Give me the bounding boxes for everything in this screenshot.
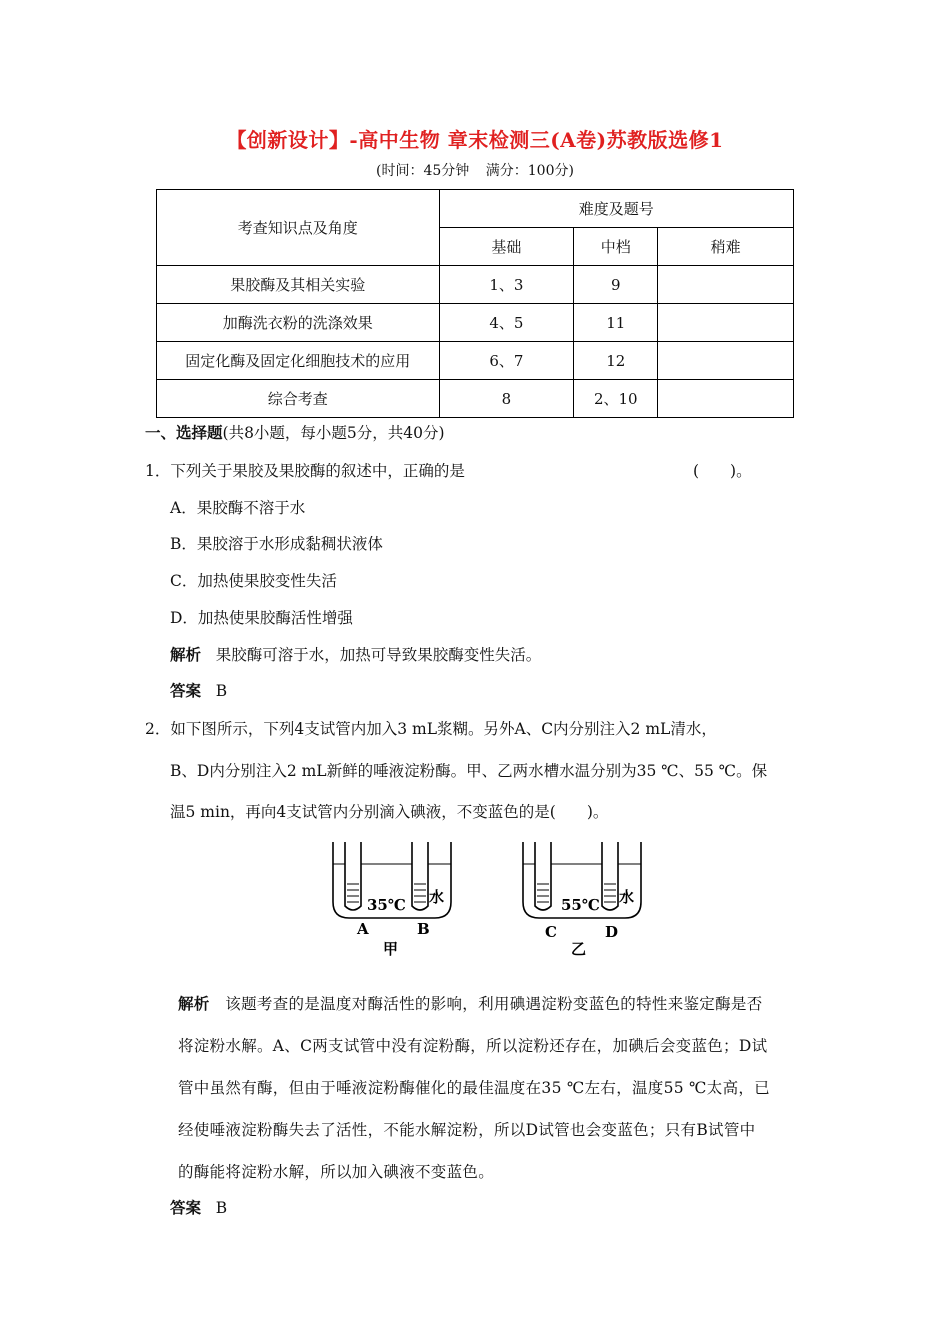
table-corner-header: 考查知识点及角度	[157, 190, 440, 266]
topic-cell: 固定化酶及固定化细胞技术的应用	[157, 342, 440, 380]
exam-meta	[0, 160, 950, 180]
q1-option-b: B．果胶溶于水形成黏稠状液体	[170, 535, 383, 553]
q2-stem-line-3: 温5 min，再向4支试管内分别滴入碘液，不变蓝色的是( )。	[170, 803, 609, 821]
q2-analysis-line	[178, 983, 770, 1025]
tube-a-icon	[345, 842, 361, 910]
left-bath-temp: 35℃	[367, 896, 406, 914]
answer-value: B	[215, 682, 228, 700]
q2-stem-line-2: B、D内分别注入2 mL新鲜的唾液淀粉酶。甲、乙两水槽水温分别为35 ℃、55 ℃。保	[170, 762, 768, 780]
water-bath-figure	[325, 838, 645, 963]
q2-answer	[170, 1196, 227, 1218]
table-row	[157, 380, 794, 418]
basic-cell: 6、7	[439, 342, 574, 380]
q1-stem: 1．下列关于果胶及果胶酶的叙述中，正确的是	[145, 462, 465, 480]
q2-analysis-line: 管中虽然有酶，但由于唾液淀粉酶催化的最佳温度在35 ℃左右，温度55 ℃太高，已	[178, 1079, 770, 1097]
table-row	[157, 266, 794, 304]
table-row	[157, 342, 794, 380]
q2-analysis-line: 将淀粉水解。A、C两支试管中没有淀粉酶，所以淀粉还存在，加碘后会变蓝色；D试	[178, 1037, 768, 1055]
section-title: 一、选择题	[145, 423, 223, 442]
tube-a-label: A	[357, 920, 369, 938]
hard-cell	[658, 304, 794, 342]
mid-cell: 11	[574, 304, 658, 342]
analysis-text: 该题考查的是温度对酶活性的影响，利用碘遇淀粉变蓝色的特性来鉴定酶是否	[225, 995, 763, 1013]
topic-cell: 果胶酶及其相关实验	[157, 266, 440, 304]
answer-label: 答案	[170, 1198, 202, 1217]
hard-cell	[658, 266, 794, 304]
section-heading	[145, 421, 445, 443]
tube-b-label: B	[417, 920, 430, 938]
right-bath-name: 乙	[571, 940, 587, 958]
knowledge-table	[156, 189, 794, 418]
q2-analysis	[178, 983, 770, 1193]
level-basic: 基础	[439, 228, 574, 266]
q2-analysis-line: 经使唾液淀粉酶失去了活性，不能水解淀粉，所以D试管也会变蓝色；只有B试管中	[178, 1121, 756, 1139]
hard-cell	[658, 380, 794, 418]
left-bath-name: 甲	[383, 940, 399, 958]
tube-d-icon	[602, 842, 618, 910]
level-mid: 中档	[574, 228, 658, 266]
basic-cell: 8	[439, 380, 574, 418]
basic-cell: 4、5	[439, 304, 574, 342]
document-title: 【创新设计】-高中生物 章末检测三(A卷)苏教版选修1	[226, 128, 724, 152]
q2-stem-line-1: 2．如下图所示，下列4支试管内加入3 mL浆糊。另外A、C内分别注入2 mL清水，	[145, 720, 717, 738]
exam-time: (时间：45分钟	[376, 163, 470, 179]
q1-answer	[170, 679, 227, 701]
analysis-text: 果胶酶可溶于水，加热可导致果胶酶变性失活。	[215, 646, 542, 664]
q1-option-a: A．果胶酶不溶于水	[170, 499, 306, 517]
left-bath-water-label: 水	[429, 888, 445, 906]
analysis-label: 解析	[170, 645, 202, 664]
hard-cell	[658, 342, 794, 380]
answer-value: B	[215, 1199, 228, 1217]
tube-c-label: C	[545, 923, 557, 941]
q2-analysis-line: 的酶能将淀粉水解，所以加入碘液不变蓝色。	[178, 1163, 495, 1181]
exam-score: 满分：100分)	[485, 163, 574, 179]
tube-d-label: D	[605, 923, 619, 941]
mid-cell: 12	[574, 342, 658, 380]
basic-cell: 1、3	[439, 266, 574, 304]
topic-cell: 综合考查	[157, 380, 440, 418]
tube-c-icon	[535, 842, 551, 910]
mid-cell: 2、10	[574, 380, 658, 418]
q1-option-c: C．加热使果胶变性失活	[170, 572, 337, 590]
answer-label: 答案	[170, 681, 202, 700]
section-note: (共8小题，每小题5分，共40分)	[222, 424, 445, 442]
right-bath-water-label: 水	[619, 888, 635, 906]
q1-answer-paren: ( )。	[693, 462, 752, 480]
level-hard: 稍难	[658, 228, 794, 266]
table-row	[157, 304, 794, 342]
table-difficulty-header: 难度及题号	[439, 190, 793, 228]
right-bath-temp: 55℃	[561, 896, 600, 914]
tube-b-icon	[412, 842, 428, 910]
mid-cell: 9	[574, 266, 658, 304]
topic-cell: 加酶洗衣粉的洗涤效果	[157, 304, 440, 342]
q1-analysis	[170, 643, 541, 665]
analysis-label: 解析	[178, 994, 210, 1013]
q1-option-d: D．加热使果胶酶活性增强	[170, 609, 353, 627]
